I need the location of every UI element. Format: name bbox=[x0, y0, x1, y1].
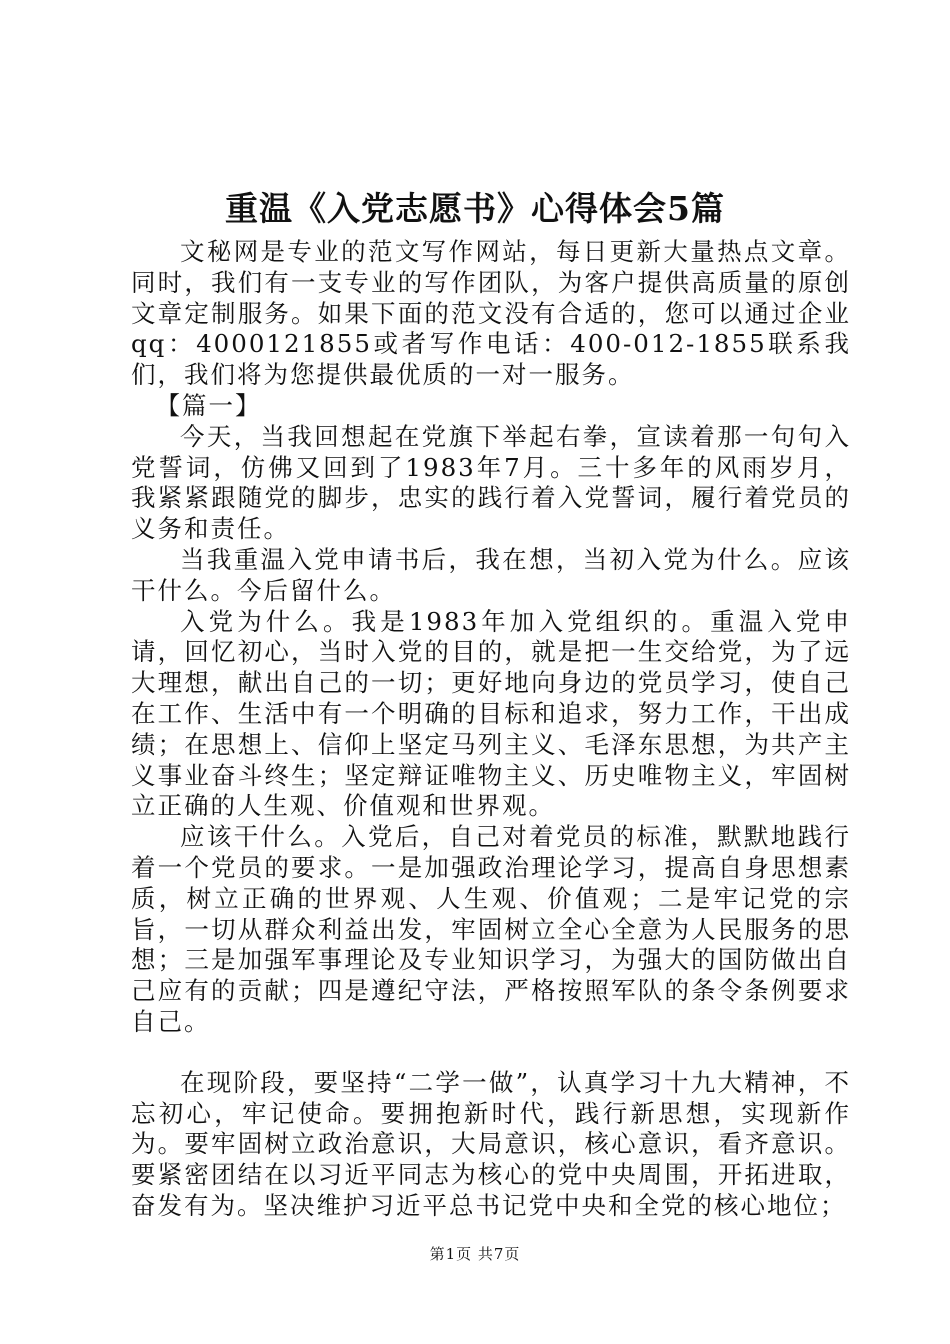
page-footer: 第1页 共7页 bbox=[429, 1245, 521, 1263]
paragraph-spacer bbox=[131, 1038, 851, 1068]
section-heading: 【篇一】 bbox=[155, 390, 262, 420]
body-paragraph: 在现阶段，要坚持“二学一做”，认真学习十九大精神，不忘初心，牢记使命。要拥抱新时代，践行新思想，实现新作为。要牢固树立政治意识，大局意识，核心意识，看齐意识。要紧密团结在以习近平同志为核心的党中央周围，开拓进取，奋发有为。坚决维护习近平总书记党中央和全党的核心地位； bbox=[131, 1067, 851, 1220]
body-paragraph: 入党为什么。我是1983年加入党组织的。重温入党申请，回忆初心，当时入党的目的，就是把一生交给党，为了远大理想，献出自己的一切；更好地向身边的党员学习，使自己在工作、生活中有一个明确的目标和追求，努力工作，干出成绩；在思想上、信仰上坚定马列主义、毛泽东思想，为共产主义事业奋斗终生；坚定辩证唯物主义、历史唯物主义，牢固树立正确的人生观、价值观和世界观。 bbox=[131, 606, 851, 821]
body-paragraph: 今天，当我回想起在党旗下举起右拳，宣读着那一句句入党誓词，仿佛又回到了1983年7月。三十多年的风雨岁月，我紧紧跟随党的脚步，忠实的践行着入党誓词，履行着党员的义务和责任。 bbox=[131, 421, 851, 544]
document-body bbox=[131, 237, 851, 1222]
intro-paragraph: 文秘网是专业的范文写作网站，每日更新大量热点文章。同时，我们有一支专业的写作团队，为客户提供高质量的原创文章定制服务。如果下面的范文没有合适的，您可以通过企业qq：4000121855或者写作电话：400-012-1855联系我们，我们将为您提供最优质的一对一服务。 bbox=[131, 237, 851, 390]
document-title: 重温《入党志愿书》心得体会5篇 bbox=[225, 189, 725, 228]
body-paragraph: 当我重温入党申请书后，我在想，当初入党为什么。应该干什么。今后留什么。 bbox=[131, 544, 851, 605]
body-paragraph: 应该干什么。入党后，自己对着党员的标准，默默地践行着一个党员的要求。一是加强政治理论学习，提高自身思想素质，树立正确的世界观、人生观、价值观；二是牢记党的宗旨，一切从群众利益出发，牢固树立全心全意为人民服务的思想；三是加强军事理论及专业知识学习，为强大的国防做出自己应有的贡献；四是遵纪守法，严格按照军队的条令条例要求自己。 bbox=[131, 822, 851, 1036]
